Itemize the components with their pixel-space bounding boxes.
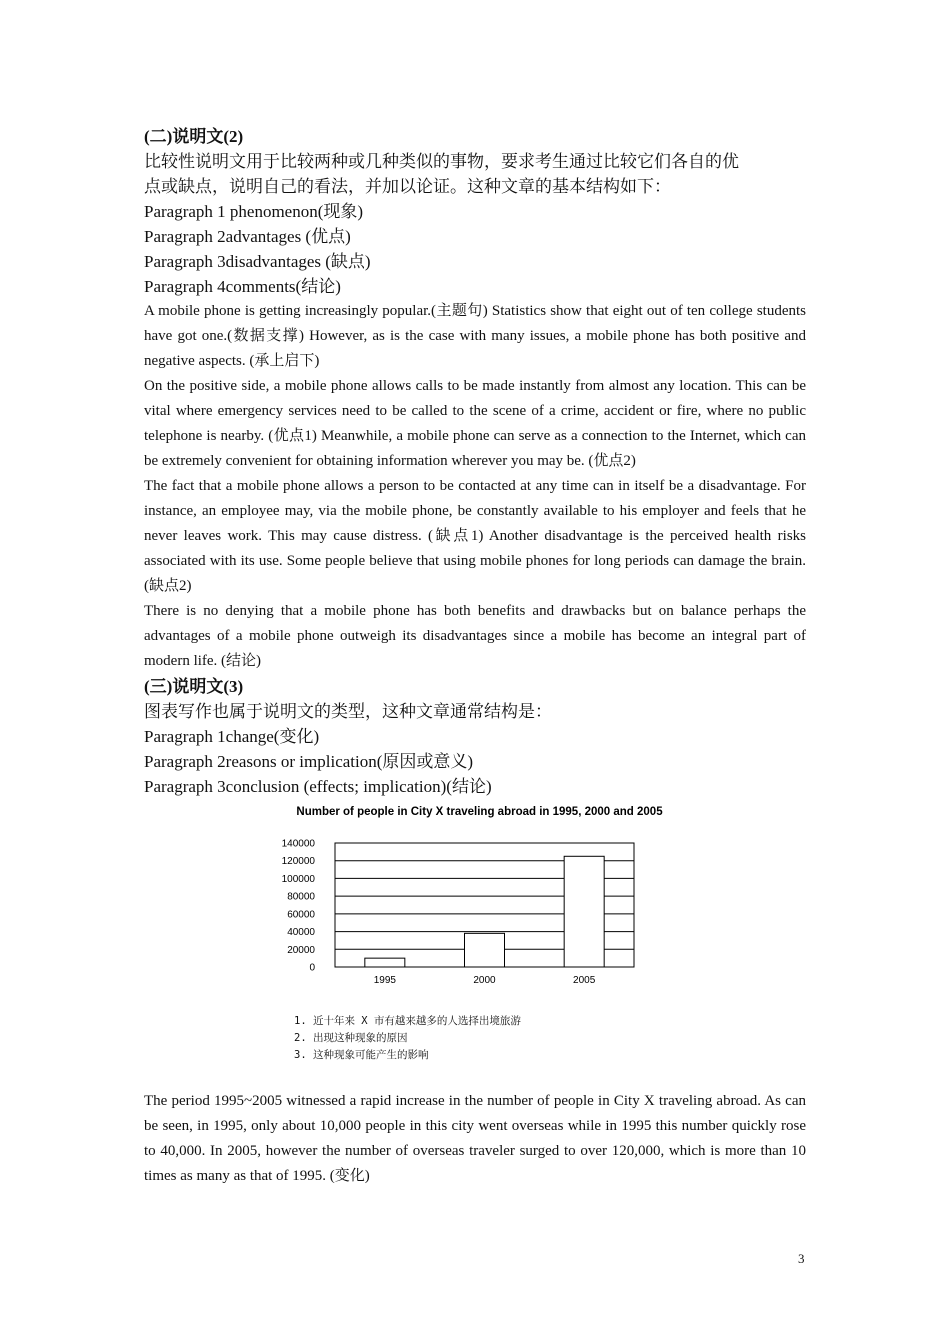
body-paragraph: On the positive side, a mobile phone allows calls to be made instantly from almost any location. This can be vital where emergency services need to be called to the scene of a crime, accident or fire, where no public telephone is nearby. (优点1) Meanwhile, a mobile phone can serve as a connection to the Internet, which can be extremely convenient for obtaining information wherever you may be. (优点2) bbox=[144, 378, 806, 469]
note-item: 3. 这种现象可能产生的影响 bbox=[294, 1049, 429, 1061]
y-tick-label: 140000 bbox=[281, 838, 315, 850]
section2-heading: (二)说明文(2) bbox=[144, 127, 244, 146]
section3-intro: 图表写作也属于说明文的类型，这种文章通常结构是： bbox=[144, 702, 552, 721]
body-paragraph: The fact that a mobile phone allows a person to be contacted at any time can in itself be a disadvantage. For instance, an employee may, via the mobile phone, be constantly available to his employer and feels that he never leaves work. This may cause distress. (缺点1) Another disadvantage is the perceived health risks associated with its use. Some people believe that using mobile phones for long periods can damage the brain. (缺点2) bbox=[144, 478, 806, 594]
x-tick-label: 2005 bbox=[573, 975, 596, 986]
outline-item: Paragraph 2advantages (优点) bbox=[144, 227, 351, 246]
note-item: 1. 近十年来 X 市有越来越多的人选择出境旅游 bbox=[294, 1015, 521, 1027]
outline-item: Paragraph 1change(变化) bbox=[144, 727, 320, 746]
bar bbox=[465, 933, 505, 967]
y-tick-label: 120000 bbox=[281, 856, 315, 868]
y-tick-label: 80000 bbox=[287, 891, 315, 903]
outline-item: Paragraph 3disadvantages (缺点) bbox=[144, 252, 371, 271]
y-tick-label: 100000 bbox=[281, 873, 315, 885]
outline-item: Paragraph 3conclusion (effects; implication)(结论) bbox=[144, 777, 492, 796]
x-tick-label: 1995 bbox=[373, 975, 396, 986]
y-tick-label: 60000 bbox=[287, 909, 315, 921]
section3-heading: (三)说明文(3) bbox=[144, 677, 244, 696]
note-item: 2. 出现这种现象的原因 bbox=[294, 1032, 408, 1044]
outline-item: Paragraph 2reasons or implication(原因或意义) bbox=[144, 752, 474, 771]
section2-intro-line1: 比较性说明文用于比较两种或几种类似的事物，要求考生通过比较它们各自的优 bbox=[144, 152, 739, 171]
document-page bbox=[144, 124, 806, 1189]
page-number: 3 bbox=[798, 1251, 805, 1266]
y-tick-label: 0 bbox=[309, 962, 315, 974]
bar bbox=[564, 856, 604, 967]
bar-chart bbox=[144, 801, 806, 1011]
section2-intro-line2: 点或缺点，说明自己的看法，并加以论证。这种文章的基本结构如下： bbox=[144, 177, 671, 196]
body-paragraph: A mobile phone is getting increasingly popular.(主题句) Statistics show that eight out of ten college students have got one.(数据支撑) However, as is the case with many issues, a mobile phone has both positive and negative aspects. (承上启下) bbox=[144, 303, 806, 369]
bar bbox=[365, 958, 405, 967]
bar-chart-figure bbox=[144, 801, 806, 1071]
outline-item: Paragraph 1 phenomenon(现象) bbox=[144, 202, 364, 221]
x-tick-label: 2000 bbox=[473, 975, 496, 986]
chart-title: Number of people in City X traveling abroad in 1995, 2000 and 2005 bbox=[296, 806, 663, 818]
body-paragraph: The period 1995~2005 witnessed a rapid increase in the number of people in City X traveling abroad. As can be seen, in 1995, only about 10,000 people in this city went overseas while in 1995 this number quickly rose to 40,000. In 2005, however the number of overseas traveler surged to over 120,000, which is more than 10 times as many as that of 1995. (变化) bbox=[144, 1093, 806, 1184]
y-tick-label: 20000 bbox=[287, 944, 315, 956]
chart-notes bbox=[294, 1013, 521, 1064]
body-paragraph: There is no denying that a mobile phone has both benefits and drawbacks but on balance perhaps the advantages of a mobile phone outweigh its disadvantages since a mobile has become an integral part of modern life. (结论) bbox=[144, 603, 806, 669]
y-tick-label: 40000 bbox=[287, 927, 315, 939]
outline-item: Paragraph 4comments(结论) bbox=[144, 277, 341, 296]
